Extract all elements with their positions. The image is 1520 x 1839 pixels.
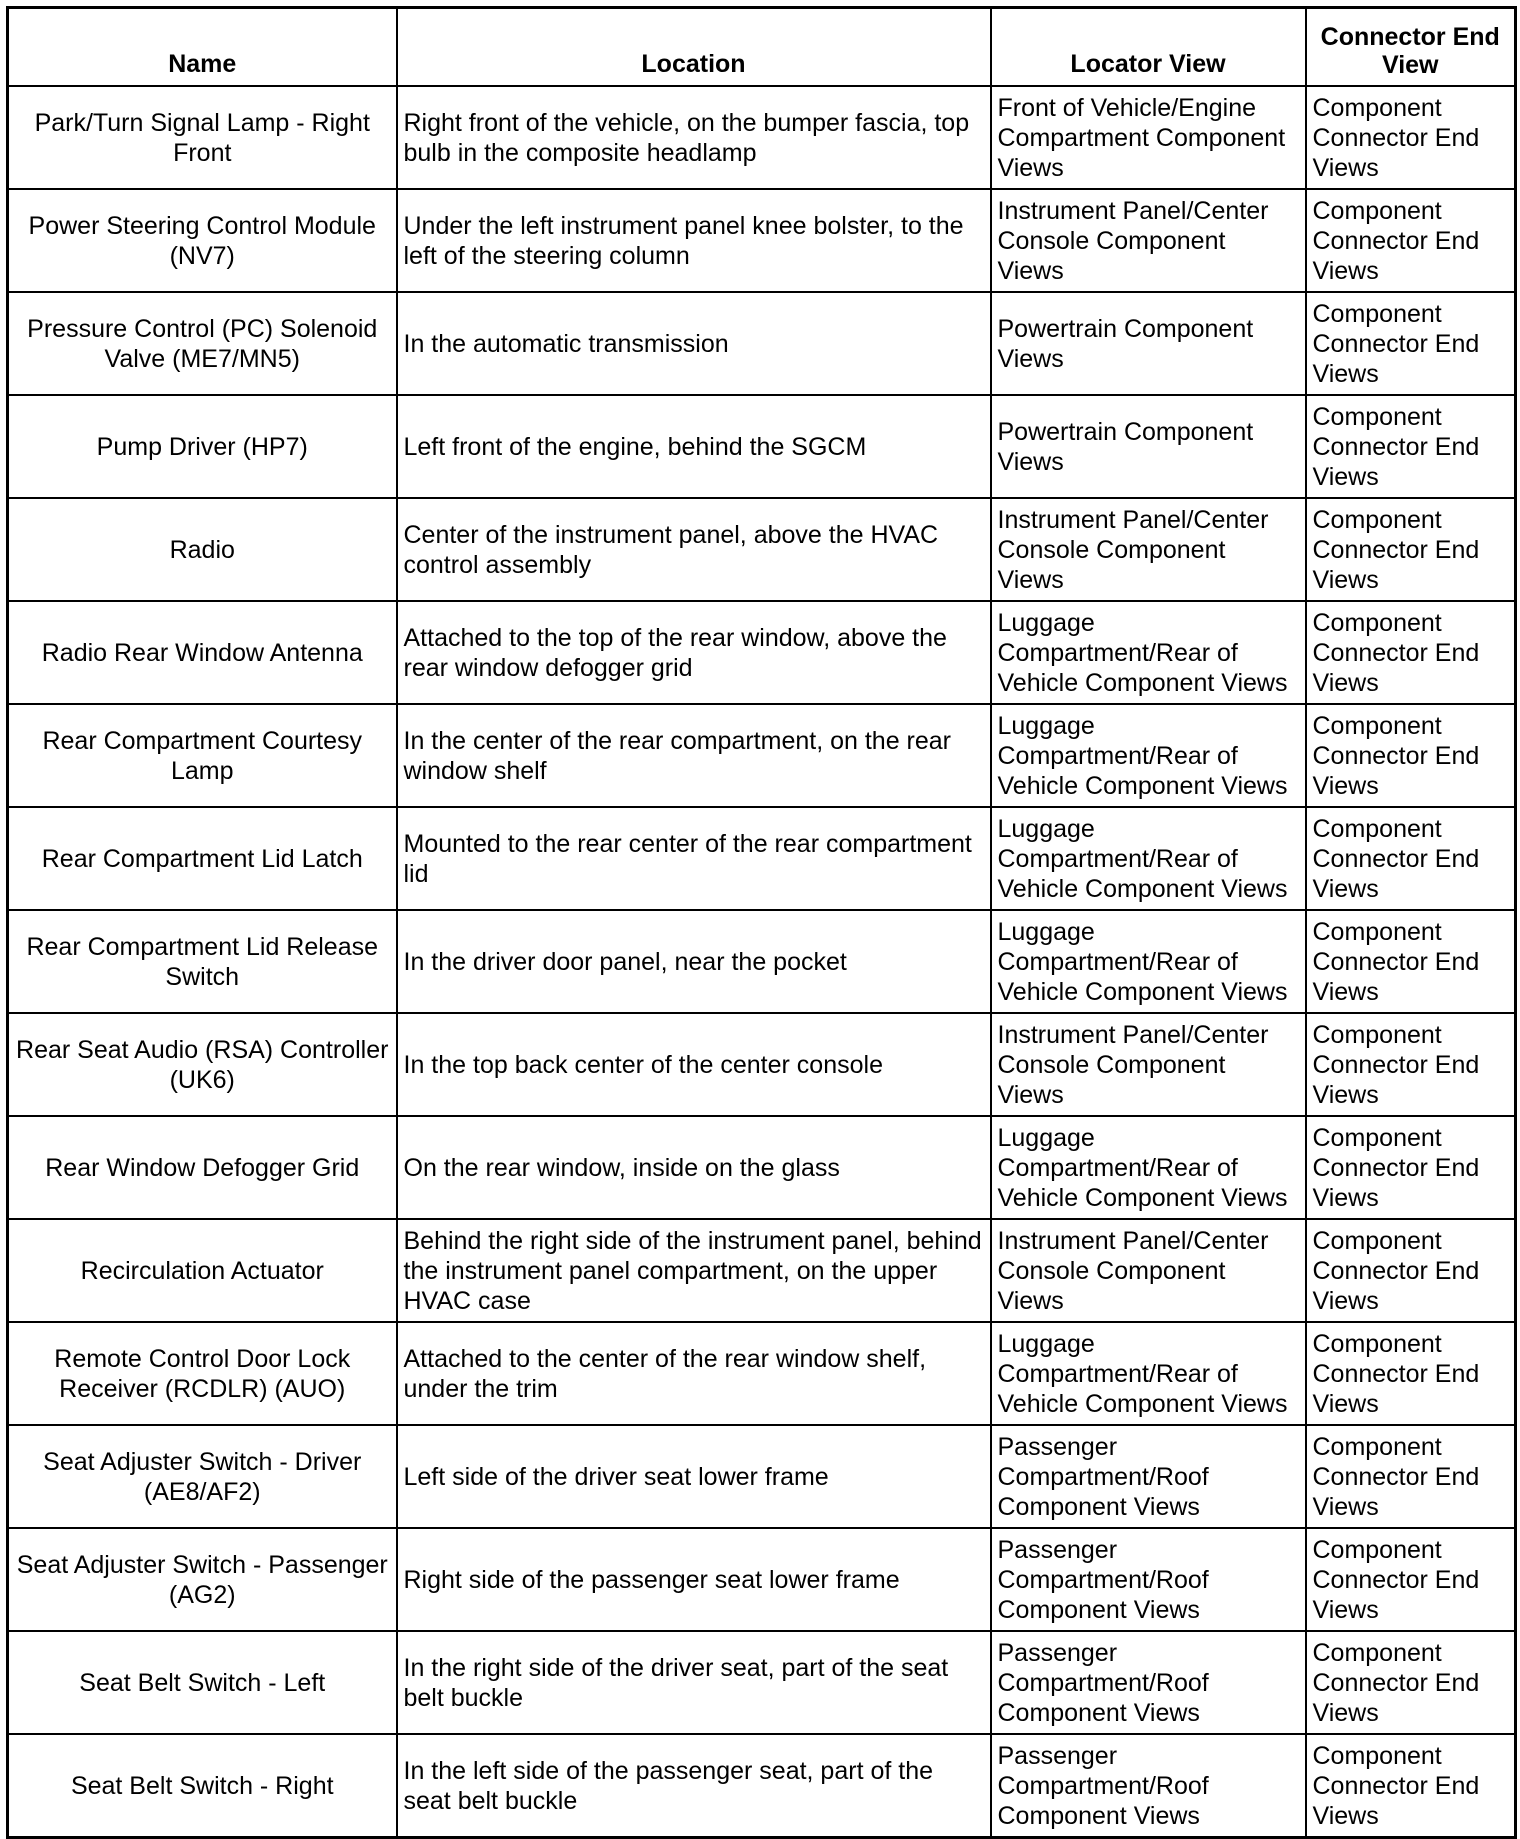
cell-name: Remote Control Door Lock Receiver (RCDLR) (AUO) [8,1322,397,1425]
table-header-row [8,8,1516,87]
table-row [8,601,1516,704]
cell-location: In the automatic transmission [397,292,991,395]
cell-name: Seat Belt Switch - Left [8,1631,397,1734]
cell-locator: Luggage Compartment/Rear of Vehicle Component Views [991,704,1306,807]
cell-location: Center of the instrument panel, above the HVAC control assembly [397,498,991,601]
cell-name: Rear Compartment Courtesy Lamp [8,704,397,807]
cell-name: Seat Adjuster Switch - Passenger (AG2) [8,1528,397,1631]
table-row [8,1219,1516,1322]
cell-name: Radio Rear Window Antenna [8,601,397,704]
cell-connector: Component Connector End Views [1306,1631,1516,1734]
table-row [8,498,1516,601]
table-row [8,1528,1516,1631]
table-row [8,807,1516,910]
cell-name: Pressure Control (PC) Solenoid Valve (ME7/MN5) [8,292,397,395]
header-location: Location [397,8,991,87]
cell-connector: Component Connector End Views [1306,1734,1516,1838]
cell-connector: Component Connector End Views [1306,292,1516,395]
cell-locator: Powertrain Component Views [991,395,1306,498]
cell-locator: Front of Vehicle/Engine Compartment Component Views [991,86,1306,189]
cell-locator: Passenger Compartment/Roof Component Views [991,1425,1306,1528]
cell-locator: Powertrain Component Views [991,292,1306,395]
cell-location: In the center of the rear compartment, on the rear window shelf [397,704,991,807]
cell-location: Left front of the engine, behind the SGCM [397,395,991,498]
cell-connector: Component Connector End Views [1306,807,1516,910]
cell-location: Under the left instrument panel knee bolster, to the left of the steering column [397,189,991,292]
cell-location: Left side of the driver seat lower frame [397,1425,991,1528]
cell-location: Right front of the vehicle, on the bumper fascia, top bulb in the composite headlamp [397,86,991,189]
cell-location: In the right side of the driver seat, part of the seat belt buckle [397,1631,991,1734]
cell-name: Seat Adjuster Switch - Driver (AE8/AF2) [8,1425,397,1528]
table-row [8,704,1516,807]
header-connector-end-view: Connector End View [1306,8,1516,87]
cell-location: Attached to the center of the rear window shelf, under the trim [397,1322,991,1425]
cell-connector: Component Connector End Views [1306,189,1516,292]
cell-name: Seat Belt Switch - Right [8,1734,397,1838]
cell-name: Pump Driver (HP7) [8,395,397,498]
cell-name: Power Steering Control Module (NV7) [8,189,397,292]
cell-connector: Component Connector End Views [1306,704,1516,807]
cell-name: Rear Seat Audio (RSA) Controller (UK6) [8,1013,397,1116]
table-row [8,189,1516,292]
table-row [8,1734,1516,1838]
cell-locator: Instrument Panel/Center Console Component Views [991,189,1306,292]
cell-connector: Component Connector End Views [1306,395,1516,498]
cell-name: Rear Compartment Lid Latch [8,807,397,910]
cell-name: Radio [8,498,397,601]
table-row [8,1116,1516,1219]
cell-name: Park/Turn Signal Lamp - Right Front [8,86,397,189]
cell-connector: Component Connector End Views [1306,1116,1516,1219]
cell-connector: Component Connector End Views [1306,498,1516,601]
table-row [8,292,1516,395]
cell-locator: Luggage Compartment/Rear of Vehicle Component Views [991,601,1306,704]
cell-location: Behind the right side of the instrument panel, behind the instrument panel compartment, on the upper HVAC case [397,1219,991,1322]
table-row [8,395,1516,498]
table-row [8,1631,1516,1734]
table-row [8,1425,1516,1528]
cell-connector: Component Connector End Views [1306,86,1516,189]
cell-location: In the top back center of the center console [397,1013,991,1116]
cell-connector: Component Connector End Views [1306,1425,1516,1528]
cell-name: Recirculation Actuator [8,1219,397,1322]
cell-locator: Passenger Compartment/Roof Component Views [991,1631,1306,1734]
header-name: Name [8,8,397,87]
table-row [8,1013,1516,1116]
table-row [8,1322,1516,1425]
cell-locator: Passenger Compartment/Roof Component Views [991,1734,1306,1838]
component-locator-table [6,6,1517,1839]
cell-connector: Component Connector End Views [1306,1528,1516,1631]
cell-location: On the rear window, inside on the glass [397,1116,991,1219]
table-row [8,910,1516,1013]
cell-locator: Luggage Compartment/Rear of Vehicle Component Views [991,1116,1306,1219]
cell-connector: Component Connector End Views [1306,910,1516,1013]
cell-location: Attached to the top of the rear window, above the rear window defogger grid [397,601,991,704]
cell-location: Right side of the passenger seat lower frame [397,1528,991,1631]
table-row [8,86,1516,189]
cell-name: Rear Window Defogger Grid [8,1116,397,1219]
cell-connector: Component Connector End Views [1306,1322,1516,1425]
cell-connector: Component Connector End Views [1306,601,1516,704]
cell-location: In the left side of the passenger seat, part of the seat belt buckle [397,1734,991,1838]
cell-locator: Luggage Compartment/Rear of Vehicle Component Views [991,807,1306,910]
cell-name: Rear Compartment Lid Release Switch [8,910,397,1013]
cell-connector: Component Connector End Views [1306,1219,1516,1322]
header-locator-view: Locator View [991,8,1306,87]
cell-location: Mounted to the rear center of the rear compartment lid [397,807,991,910]
cell-connector: Component Connector End Views [1306,1013,1516,1116]
cell-locator: Passenger Compartment/Roof Component Views [991,1528,1306,1631]
cell-locator: Instrument Panel/Center Console Component Views [991,1219,1306,1322]
cell-location: In the driver door panel, near the pocket [397,910,991,1013]
cell-locator: Instrument Panel/Center Console Component Views [991,498,1306,601]
cell-locator: Luggage Compartment/Rear of Vehicle Component Views [991,1322,1306,1425]
cell-locator: Instrument Panel/Center Console Component Views [991,1013,1306,1116]
cell-locator: Luggage Compartment/Rear of Vehicle Component Views [991,910,1306,1013]
